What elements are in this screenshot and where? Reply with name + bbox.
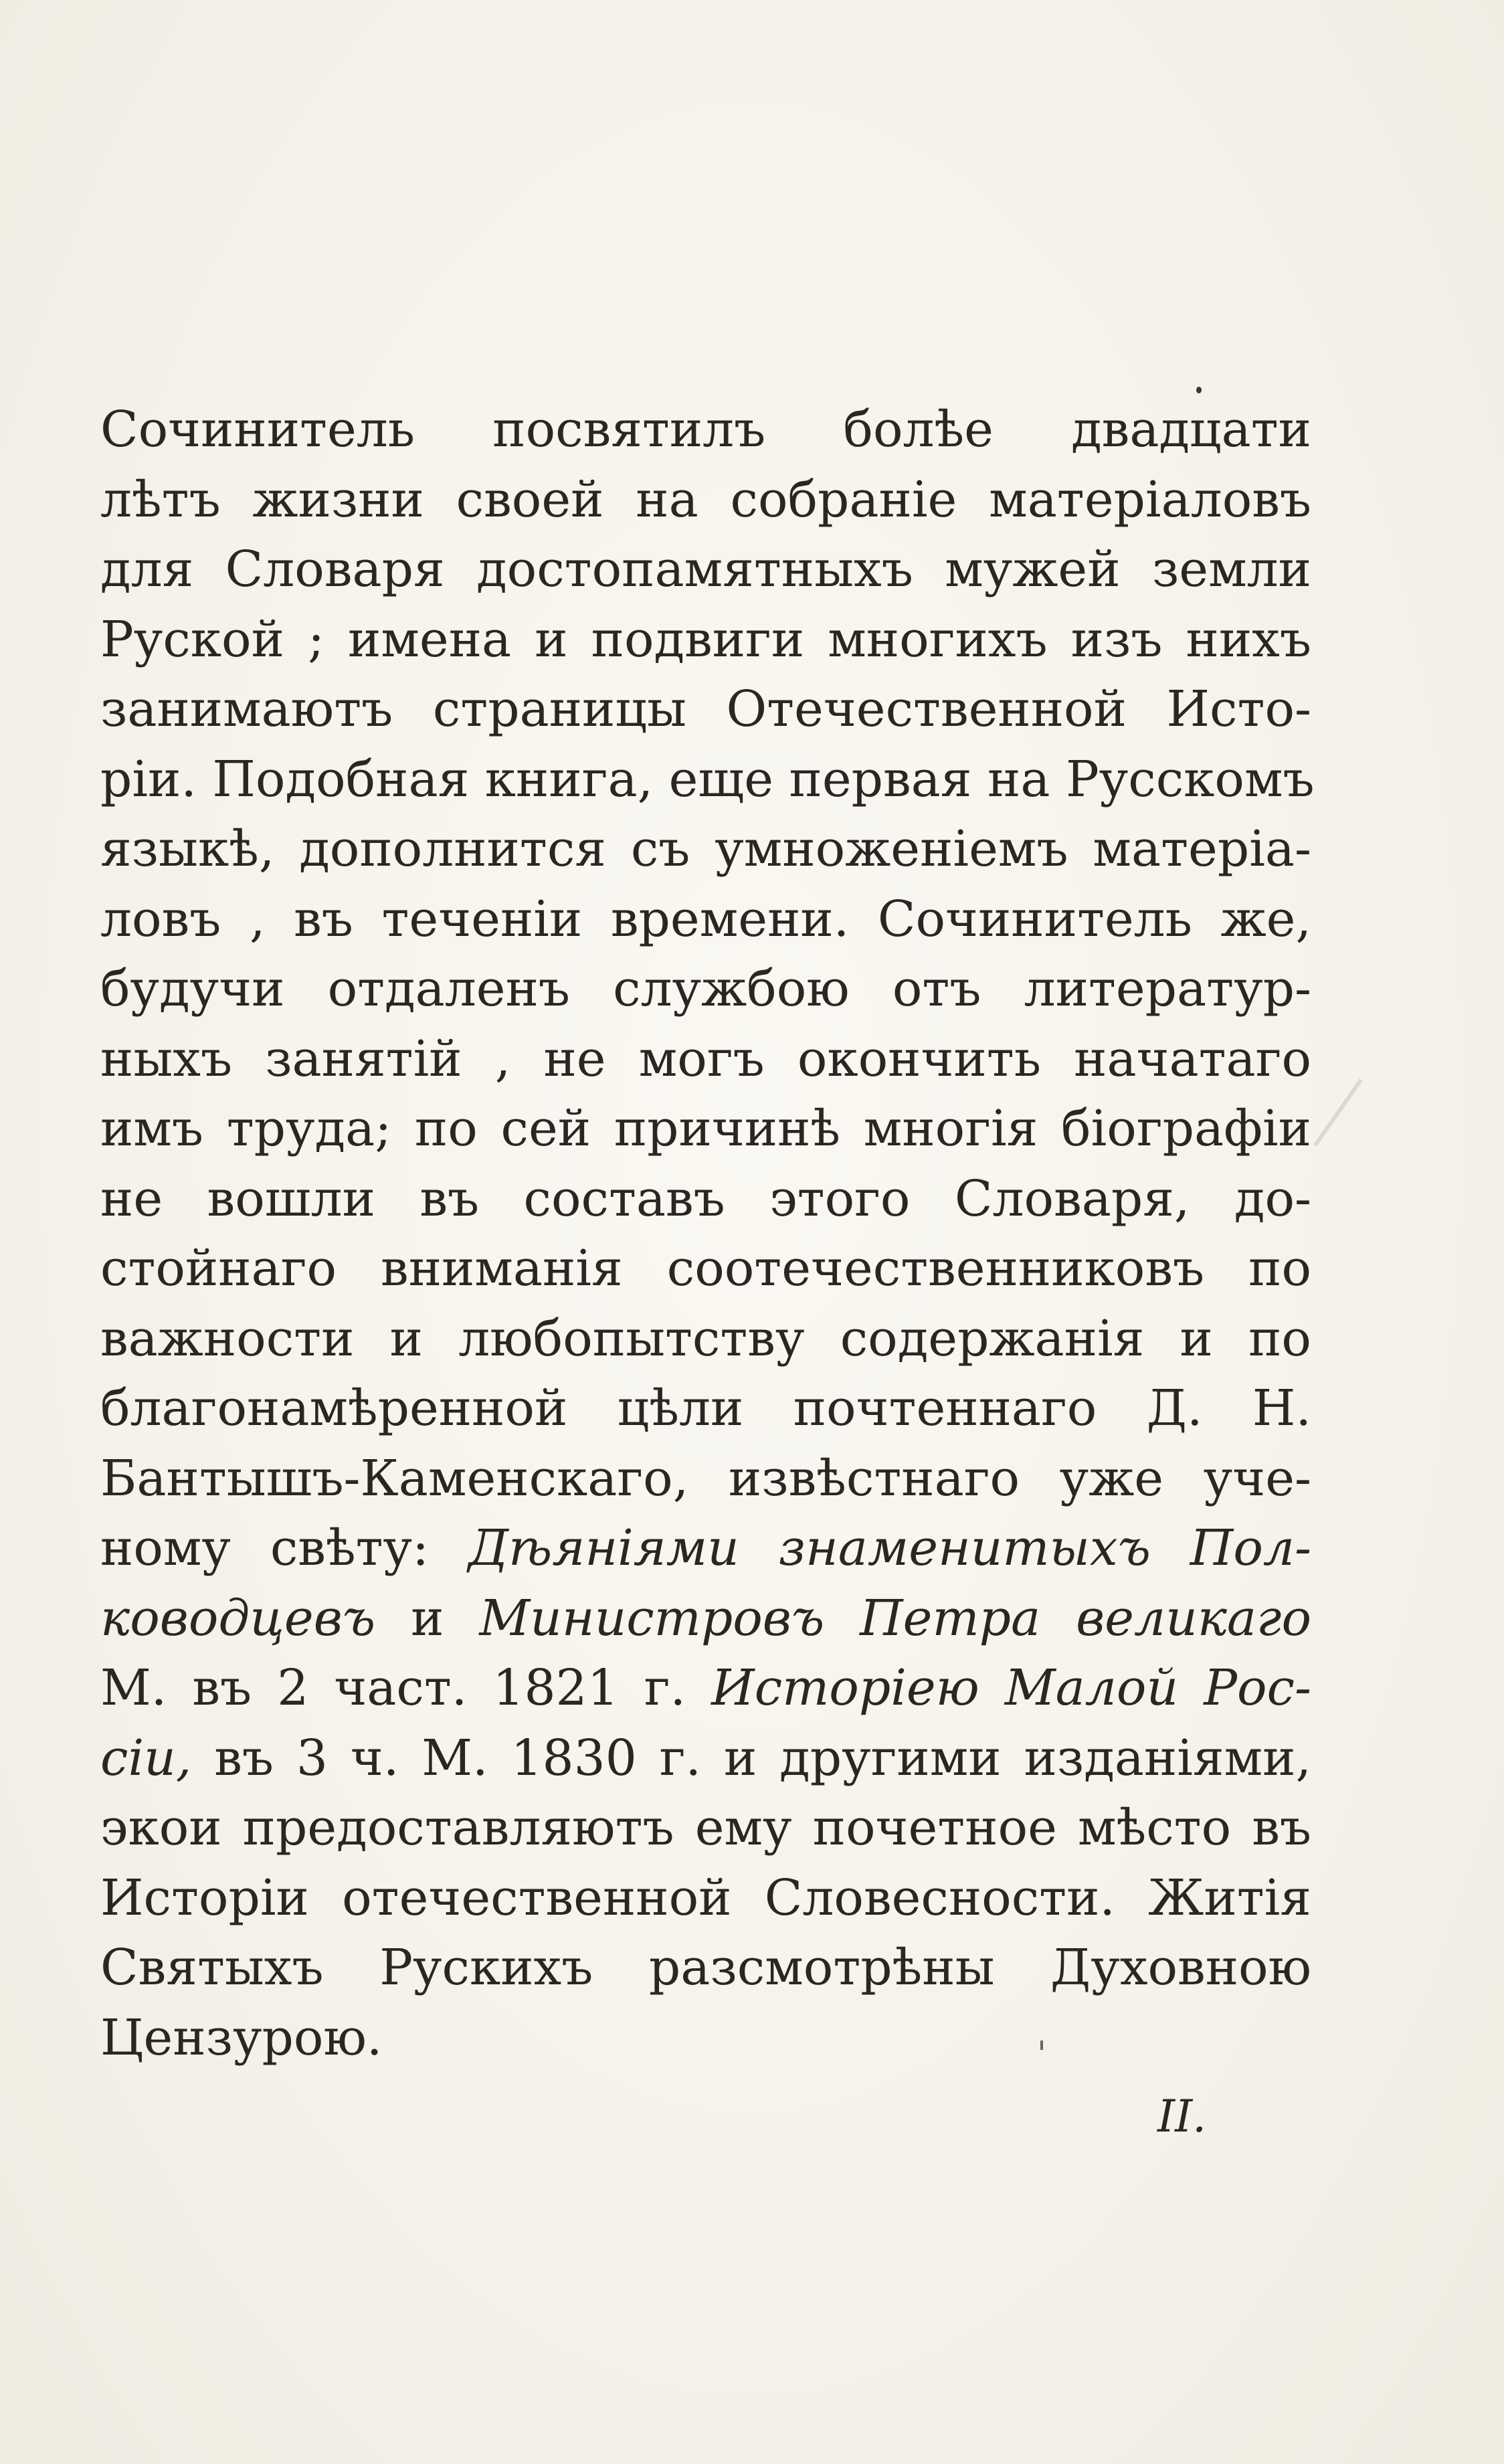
text-line — [100, 1584, 1311, 1654]
text-line: будучи отдаленъ службою отъ литератур- — [100, 960, 1311, 1018]
italic-title: Министровъ Петра великаго — [479, 1589, 1311, 1647]
text-line: стойнаго вниманія соотечественниковъ по — [100, 1240, 1311, 1297]
text-line: Цензурою. — [100, 2008, 383, 2067]
text-line — [100, 1653, 1311, 1723]
text-line: Руской ; имена и подвиги многихъ изъ нихъ — [100, 610, 1311, 668]
text-line: Сочинитель посвятилъ болѣе двадцати — [100, 401, 1311, 458]
text-segment: и — [375, 1589, 480, 1647]
text-line — [100, 1513, 1311, 1584]
text-line: ныхъ занятій , не могъ окончить начатаго — [100, 1030, 1311, 1088]
text-line: Исторіи отечественной Словесности. Житія — [100, 1869, 1311, 1927]
text-line: для Словаря достопамятныхъ мужей земли — [100, 541, 1311, 598]
italic-title: Дѣяніями знаменитыхъ Пол- — [468, 1519, 1311, 1577]
text-line: ловъ , въ теченіи времени. Сочинитель же, — [100, 890, 1311, 948]
text-line: не вошли въ составъ этого Словаря, до- — [100, 1169, 1311, 1228]
text-line: важности и любопытству содержанія и по — [100, 1309, 1311, 1367]
ink-speck — [1196, 387, 1202, 393]
text-segment: ному свѣту: — [100, 1519, 468, 1577]
text-line: экои предоставляютъ ему почетное мѣсто въ — [100, 1799, 1311, 1857]
signature-mark: II. — [1157, 2091, 1207, 2142]
text-line: благонамѣренной цѣли почтеннаго Д. Н. — [100, 1380, 1311, 1437]
body-paragraph — [100, 395, 1315, 2073]
text-line — [100, 1723, 1311, 1794]
italic-title: Исторіею Малой Рос- — [711, 1659, 1311, 1717]
text-line: имъ труда; по сей причинѣ многія біографіи — [100, 1100, 1311, 1157]
text-line: занимаютъ страницы Отечественной Исто- — [100, 680, 1311, 738]
text-segment: въ 3 ч. М. 1830 г. и другими изданіями, — [191, 1729, 1311, 1787]
text-line: лѣтъ жизни своей на собраніе матеріаловъ — [100, 470, 1311, 529]
faint-stamp-mark — [1313, 1078, 1363, 1147]
text-line: Святыхъ Рускихъ разсмотрѣны Духовною — [100, 1939, 1311, 1996]
italic-title: ководцевъ — [100, 1589, 376, 1647]
text-segment: М. въ 2 част. 1821 г. — [100, 1659, 712, 1717]
text-line: Бантышъ-Каменскаго, извѣстнаго уже уче- — [100, 1449, 1311, 1507]
text-line: языкѣ, дополнится съ умноженіемъ матеріа- — [100, 820, 1311, 878]
italic-title: сіи, — [100, 1729, 192, 1787]
text-line: ріи. Подобная книга, еще первая на Русскомъ — [100, 750, 1315, 808]
